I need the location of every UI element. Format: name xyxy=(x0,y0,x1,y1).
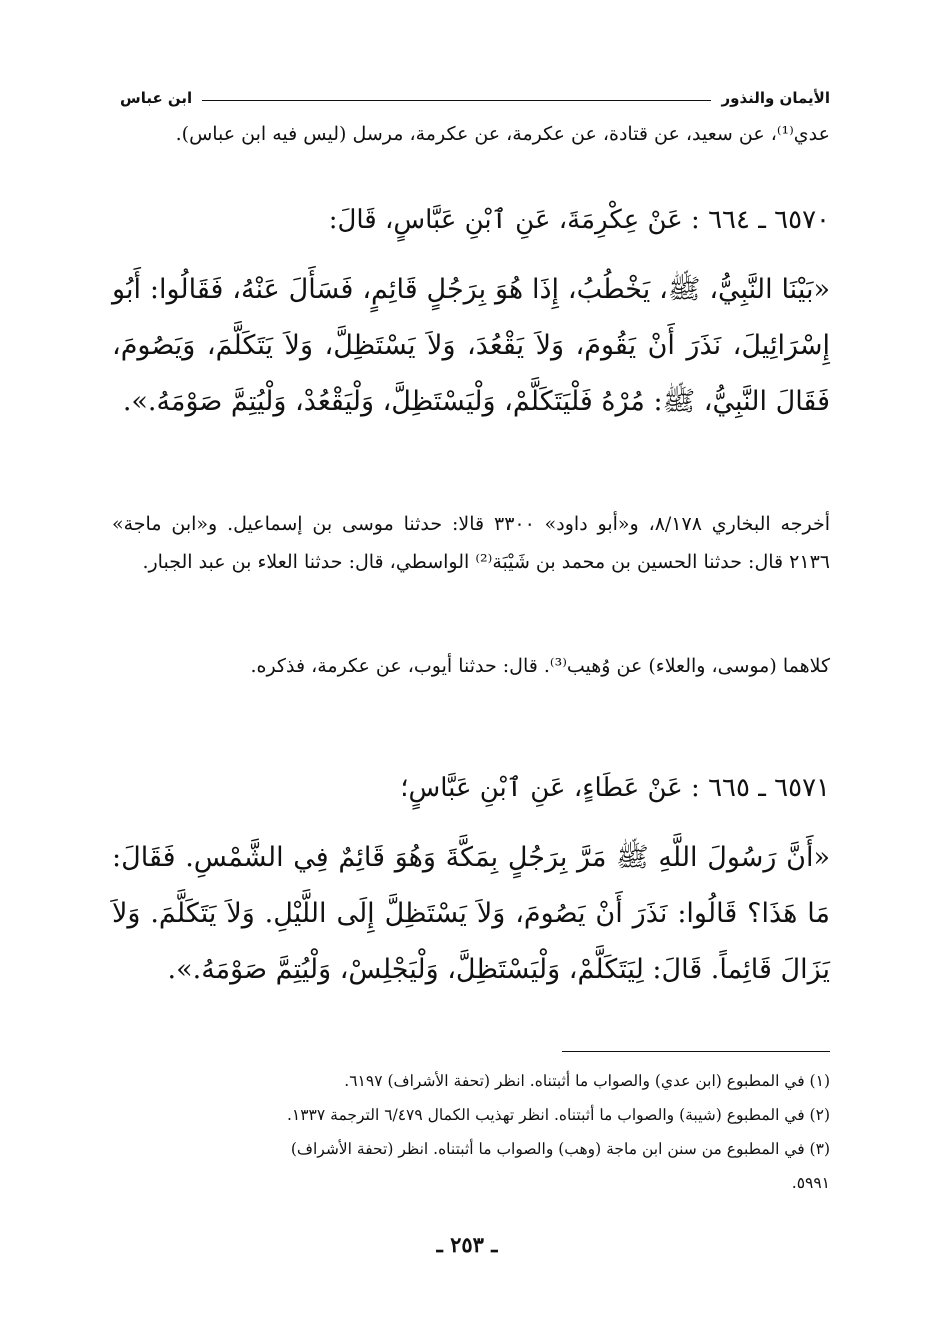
footnote-3: (٣) في المطبوع من سنن ابن ماجة (وهب) والصواب ما أثبتناه. انظر (تحفة الأشراف) xyxy=(290,1140,830,1158)
takhrij-paragraph: أخرجه البخاري ٨/١٧٨، و«أبو داود» ٣٣٠٠ قالا: حدثنا موسى بن إسماعيل. و«ابن ماجة» ٢١٣٦ قال: حدثنا الحسين بن محمد بن شَيْبَة⁽²⁾ الواسطي، قال: حدثنا العلاء بن عبد الجبار. xyxy=(112,513,830,573)
running-head-rule xyxy=(202,100,711,101)
carryover-note: عدي⁽¹⁾، عن سعيد، عن قتادة، عن عكرمة، عن عكرمة، مرسل (ليس فيه ابن عباس). xyxy=(175,123,830,145)
hadith-text-6571: «أَنَّ رَسُولَ اللَّهِ ﷺ مَرَّ بِرَجُلٍ بِمَكَّةَ وَهُوَ قَائِمٌ فِي الشَّمْسِ. فَقَالَ: مَا هَذَا؟ قَالُوا: نَذَرَ أَنْ يَصُومَ، وَلاَ يَسْتَظِلَّ إِلَى اللَّيْلِ. وَلاَ يَتَكَلَّمَ. وَلاَ يَزَالَ قَائِماً. قَالَ: لِيَتَكَلَّمْ، وَلْيَسْتَظِلَّ، وَلْيَجْلِسْ، وَلْيُتِمَّ صَوْمَهُ.». xyxy=(112,842,830,985)
hadith-heading-6570: ٦٥٧٠ ـ ٦٦٤ : عَنْ عِكْرِمَةَ، عَنِ ٱبْنِ عَبَّاسٍ، قَالَ: xyxy=(328,205,830,235)
page-number: ـ ٢٥٣ ـ xyxy=(436,1232,498,1257)
running-head xyxy=(120,86,830,110)
footnote-1: (١) في المطبوع (ابن عدي) والصواب ما أثبتناه. انظر (تحفة الأشراف) ٦١٩٧. xyxy=(344,1072,830,1090)
footnote-rule xyxy=(562,1051,830,1052)
hadith-text-6570: «بَيْنَا النَّبِيُّ، ﷺ، يَخْطُبُ، إِذَا هُوَ بِرَجُلٍ قَائِمٍ، فَسَأَلَ عَنْهُ، فَقَالُوا: أَبُو إِسْرَائِيلَ، نَذَرَ أَنْ يَقُومَ، وَلاَ يَقْعُدَ، وَلاَ يَسْتَظِلَّ، وَلاَ يَتَكَلَّمَ، وَيَصُومَ، فَقَالَ النَّبِيُّ، ﷺ: مُرْهُ فَلْيَتَكَلَّمْ، وَلْيَسْتَظِلَّ، وَلْيَقْعُدْ، وَلْيُتِمَّ صَوْمَهُ.». xyxy=(112,274,830,417)
takhrij-paragraph-2: كلاهما (موسى، والعلاء) عن وُهيب⁽³⁾. قال: حدثنا أيوب، عن عكرمة، فذكره. xyxy=(250,655,830,677)
book-title: الأيمان والنذور xyxy=(721,89,830,107)
section-title: ابن عباس xyxy=(120,89,193,107)
footnotes xyxy=(112,1064,830,1200)
hadith-heading-6571: ٦٥٧١ ـ ٦٦٥ : عَنْ عَطَاءٍ، عَنِ ٱبْنِ عَبَّاسٍ؛ xyxy=(400,773,830,803)
footnote-3-continuation: ٥٩٩١. xyxy=(791,1174,830,1192)
footnote-2: (٢) في المطبوع (شيبة) والصواب ما أثبتناه. انظر تهذيب الكمال ٦/٤٧٩ الترجمة ١٣٣٧. xyxy=(286,1106,830,1124)
